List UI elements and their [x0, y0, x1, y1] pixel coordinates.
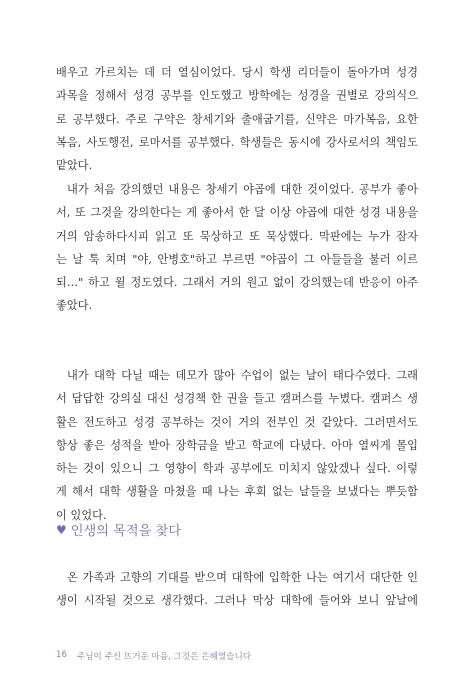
- paragraph-4: [56, 566, 418, 613]
- text-line: 로 공부했다. 주로 구약은 창세기와 출애굽기를, 신약은 마가복음, 요한: [56, 112, 418, 126]
- text-line: 는 날 툭 치며 "야, 안병호"하고 부르면 "야곱이 그 아들들을 불러 이르: [56, 252, 418, 266]
- text-line: 서, 또 그것을 강의한다는 게 좋아서 한 달 이상 야곱에 대한 성경 내용을: [56, 206, 418, 220]
- text-line: 거의 암송하다시피 읽고 또 묵상하고 또 묵상했다. 막판에는 누가 잠자: [56, 229, 418, 243]
- text-line: 내가 처음 강의했던 내용은 창세기 야곱에 대한 것이었다. 공부가 좋아: [67, 183, 418, 196]
- text-line: 되…" 하고 윌 정도였다. 그래서 거의 원고 없이 강의했는데 반응이 아주: [56, 276, 418, 290]
- text-line: 복음, 사도행전, 로마서를 공부했다. 학생들은 동시에 강사로서의 책임도: [56, 135, 418, 149]
- running-title: 주님이 주신 뜨거운 마음, 그것은 은혜였습니다: [76, 652, 252, 662]
- text-line: 맡았다.: [56, 159, 93, 173]
- section-heading: [56, 520, 181, 539]
- paragraph-2: [56, 178, 418, 318]
- text-line: 좋았다.: [56, 299, 93, 313]
- page-footer: [56, 650, 251, 662]
- text-line: 내가 대학 다닐 때는 데모가 많아 수업이 없는 날이 태다수였다. 그래: [67, 369, 418, 382]
- text-line: 하는 것이 있으니 그 영향이 학과 공부에도 미치지 않았겠나 싶다. 이렇: [56, 462, 418, 476]
- text-line: 온 가족과 고향의 기대를 받으며 대학에 입학한 나는 여기서 대단한 인: [67, 571, 418, 584]
- heart-icon: ♥: [56, 522, 67, 537]
- section-heading-text: 인생의 목적을 찾다: [70, 524, 182, 539]
- text-line: 배우고 가르치는 데 더 열심이었다. 당시 학생 리더들이 돌아가며 성경: [56, 66, 418, 79]
- text-line: 활은 전도하고 성경 공부하는 것이 거의 전부인 것 같았다. 그러면서도: [56, 415, 418, 429]
- paragraph-3: [56, 364, 418, 527]
- text-line: 과목을 정해서 성경 공부를 인도했고 방학에는 성경을 권별로 강의식으: [56, 89, 418, 103]
- page-number: 16: [56, 650, 67, 660]
- paragraph-1: [56, 61, 418, 177]
- text-line: 게 해서 대학 생활을 마쳤을 때 나는 후회 없는 날들을 보냈다는 뿌듯함: [56, 485, 418, 499]
- text-line: 서 답답한 강의실 대신 성경책 한 권을 들고 캠퍼스를 누볐다. 캠퍼스 생: [56, 392, 418, 406]
- text-line: 항상 좋은 성적을 받아 장학금을 받고 학교에 다녔다. 아마 열씨게 몰입: [56, 438, 418, 452]
- text-line: 생이 시작될 것으로 생각했다. 그러나 막상 대학에 들어와 보니 앞날에: [56, 594, 418, 608]
- text-line: 이 있었다.: [56, 508, 107, 522]
